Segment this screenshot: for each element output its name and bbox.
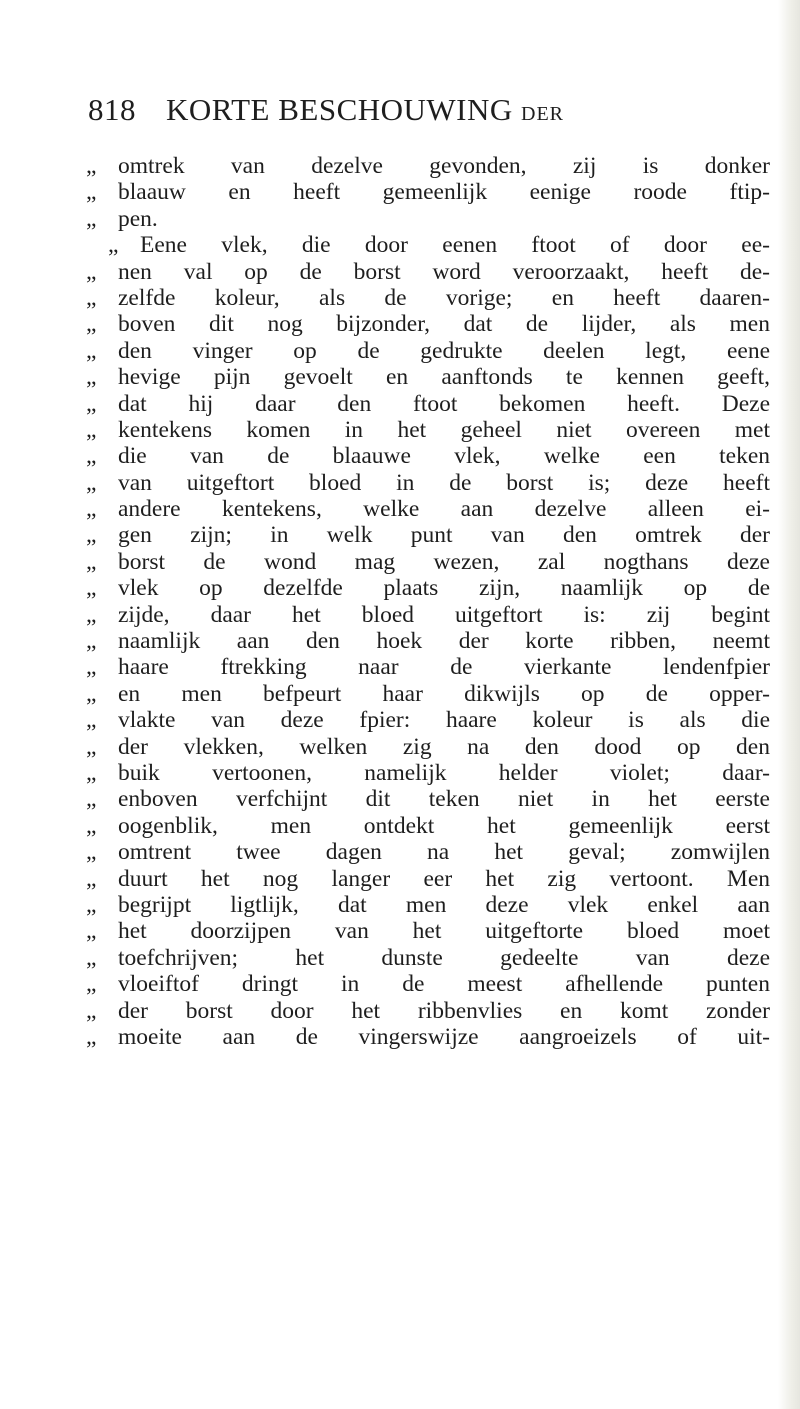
quote-mark: „	[86, 548, 97, 575]
quote-mark: „	[86, 812, 97, 839]
page-edge-shadow	[778, 0, 800, 1409]
quote-mark: „	[86, 839, 97, 866]
running-title-main: KORTE BESCHOUWING	[166, 92, 513, 127]
text-line	[86, 338, 770, 364]
line-text: borst de wond mag wezen, zal nogthans deze	[118, 548, 770, 575]
quote-mark: „	[86, 575, 97, 602]
body-text	[86, 153, 770, 1050]
text-line	[86, 443, 770, 469]
line-text: die van de blaauwe vlek, welke een teken	[118, 443, 770, 470]
text-line	[86, 945, 770, 971]
line-text: het doorzijpen van het uitgeftorte bloed moet	[118, 918, 770, 945]
quote-mark: „	[86, 284, 97, 311]
quote-mark: „	[86, 153, 97, 179]
text-line	[86, 628, 770, 654]
quote-mark: „	[86, 891, 97, 918]
page-number: 818	[88, 92, 136, 127]
line-text: zijde, daar het bloed uitgeftort is: zij begint	[118, 601, 770, 628]
text-line	[86, 602, 770, 628]
line-text: pen.	[118, 205, 158, 232]
running-title	[166, 92, 564, 128]
line-text: kentekens komen in het geheel niet overeen met	[118, 416, 770, 443]
quote-mark: „	[86, 496, 97, 523]
line-text: duurt het nog langer eer het zig vertoont. Men	[118, 865, 770, 892]
quote-mark: „	[86, 997, 97, 1024]
quote-mark: „	[86, 205, 97, 232]
line-text: blaauw en heeft gemeenlijk eenige roode ftip-	[118, 179, 770, 206]
quote-mark: „	[86, 733, 97, 760]
line-text: vlek op dezelfde plaats zijn, naamlijk op de	[118, 575, 770, 602]
line-text: dat hij daar den ftoot bekomen heeft. Deze	[118, 390, 770, 417]
quote-mark: „	[86, 443, 97, 470]
text-line	[86, 760, 770, 786]
text-line	[86, 285, 770, 311]
text-line	[86, 971, 770, 997]
quote-mark: „	[86, 654, 97, 681]
quote-mark: „	[86, 601, 97, 628]
line-text: zelfde koleur, als de vorige; en heeft daaren-	[118, 284, 770, 311]
text-line	[86, 892, 770, 918]
quote-mark: „	[86, 707, 97, 734]
paragraph-start-line	[86, 232, 770, 258]
text-line	[86, 153, 770, 179]
line-text: gen zijn; in welk punt van den omtrek der	[118, 522, 770, 549]
line-text: Eene vlek, die door eenen ftoot of door ee-	[140, 232, 770, 259]
text-line	[86, 707, 770, 733]
quote-mark: „	[86, 1023, 97, 1050]
line-text: boven dit nog bijzonder, dat de lijder, als men	[118, 311, 770, 338]
text-line	[86, 654, 770, 680]
text-line	[86, 496, 770, 522]
running-title-small: DER	[521, 103, 565, 125]
text-line	[86, 734, 770, 760]
text-line	[86, 259, 770, 285]
line-text: omtrek van dezelve gevonden, zij is donker	[118, 153, 770, 179]
quote-mark: „	[86, 311, 97, 338]
text-line	[86, 918, 770, 944]
quote-mark: „	[86, 971, 97, 998]
text-line	[86, 866, 770, 892]
quote-mark: „	[86, 258, 97, 285]
running-header	[88, 92, 718, 136]
line-text: moeite aan de vingerswijze aangroeizels of uit-	[118, 1023, 770, 1050]
text-line	[86, 575, 770, 601]
text-line	[86, 522, 770, 548]
line-text: oogenblik, men ontdekt het gemeenlijk eerst	[118, 812, 770, 839]
line-text: begrijpt ligtlijk, dat men deze vlek enkel aan	[118, 891, 770, 918]
line-text: naamlijk aan den hoek der korte ribben, neemt	[118, 628, 770, 655]
quote-mark: „	[86, 364, 97, 391]
quote-mark: „	[86, 390, 97, 417]
quote-mark: „	[86, 680, 97, 707]
text-line	[86, 364, 770, 390]
quote-mark: „	[108, 232, 119, 259]
quote-mark: „	[86, 918, 97, 945]
line-text: andere kentekens, welke aan dezelve alleen ei-	[118, 496, 770, 523]
line-text: enboven verfchijnt dit teken niet in het eerste	[118, 786, 770, 813]
line-text: buik vertoonen, namelijk helder violet; daar-	[118, 759, 770, 786]
quote-mark: „	[86, 865, 97, 892]
line-text: vlakte van deze fpier: haare koleur is als die	[118, 707, 770, 734]
line-text: der vlekken, welken zig na den dood op den	[118, 733, 770, 760]
text-line	[86, 1024, 770, 1050]
text-line	[86, 549, 770, 575]
quote-mark: „	[86, 786, 97, 813]
text-line	[86, 179, 770, 205]
line-text: omtrent twee dagen na het geval; zomwijlen	[118, 839, 770, 866]
quote-mark: „	[86, 179, 97, 206]
line-text: van uitgeftort bloed in de borst is; deze heeft	[118, 469, 770, 496]
text-line	[86, 681, 770, 707]
quote-mark: „	[86, 469, 97, 496]
quote-mark: „	[86, 759, 97, 786]
text-line	[86, 813, 770, 839]
text-line	[86, 311, 770, 337]
line-text: haare ftrekking naar de vierkante lendenfpier	[118, 654, 770, 681]
quote-mark: „	[86, 628, 97, 655]
line-text: toefchrijven; het dunste gedeelte van deze	[118, 944, 770, 971]
line-text: vloeiftof dringt in de meest afhellende punten	[118, 971, 770, 998]
text-line	[86, 839, 770, 865]
text-line	[86, 391, 770, 417]
text-line	[86, 998, 770, 1024]
line-text: en men befpeurt haar dikwijls op de opper-	[118, 680, 770, 707]
text-line	[86, 206, 770, 232]
line-text: hevige pijn gevoelt en aanftonds te kennen geeft,	[118, 364, 770, 391]
line-text: nen val op de borst word veroorzaakt, heeft de-	[118, 258, 770, 285]
line-text: den vinger op de gedrukte deelen legt, eene	[118, 337, 770, 364]
line-text: der borst door het ribbenvlies en komt zonder	[118, 997, 770, 1024]
quote-mark: „	[86, 337, 97, 364]
quote-mark: „	[86, 522, 97, 549]
text-line	[86, 417, 770, 443]
quote-mark: „	[86, 416, 97, 443]
text-line	[86, 470, 770, 496]
quote-mark: „	[86, 944, 97, 971]
text-line	[86, 786, 770, 812]
